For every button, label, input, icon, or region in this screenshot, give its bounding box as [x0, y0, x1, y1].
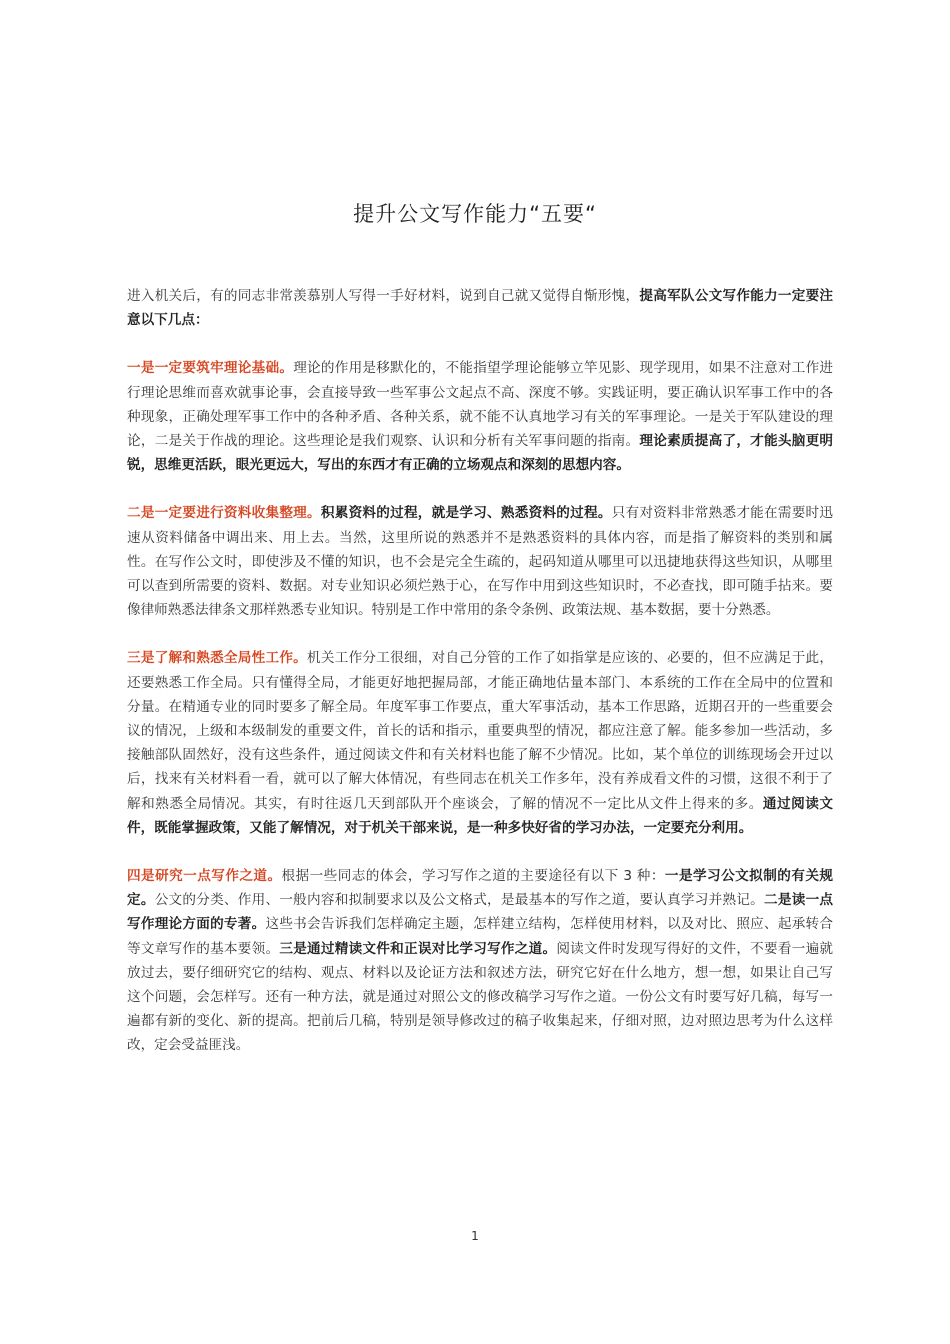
text-segment: 理论的作用是移默化的，不能指望学理论能够立竿见影、现学现用，如果不注意对工作进行理论思维而喜欢就事论事，会直接导致一些军事公文起点不高、深度不够。实践证明，要正确认识军事工作中的各种现象，正确处理军事工作中的各种矛盾、各种关系，就不能不认真地学习有关的军事理论。一是关于军队建设的理论，二是关于作战的理论。这些理论是我们观察、认识和分析有关军事问题的指南。 — [127, 360, 834, 450]
bold-text-segment: 积累资料的过程，就是学习、熟悉资料的过程。 — [320, 505, 612, 522]
section-heading: 一是一定要筑牢理论基础。 — [127, 360, 294, 377]
paragraph-section-3 — [127, 646, 833, 840]
document-title: 提升公文写作能力“五要“ — [353, 202, 597, 226]
bold-text-segment: 理论素质提高了，才能头脑更明锐，思维更活跃，眼光更远大，写出的东西才有正确的立场观点和深刻的思想内容。 — [127, 433, 834, 474]
bold-text-segment: 三是通过精读文件和正误对比学习写作之道。 — [279, 940, 557, 957]
text-segment: 这些书会告诉我们怎样确定主题，怎样建立结构，怎样使用材料，以及对比、照应、起承转合等文章写作的基本要领。 — [127, 916, 834, 957]
section-heading: 三是了解和熟悉全局性工作。 — [127, 650, 308, 667]
section-heading: 二是一定要进行资料收集整理。 — [127, 505, 321, 522]
text-segment: 阅读文件时发现写得好的文件，不要看一遍就放过去，要仔细研究它的结构、观点、材料以及论证方法和叙述方法，研究它好在什么地方，想一想，如果让自己写这个问题，会怎样写。还有一种方法，就是通过对照公文的修改稿学习写作之道。一份公文有时要写好几稿，每写一遍都有新的变化、新的提高。把前后几稿，特别是领导修改过的稿子收集起来，仔细对照，边对照边思考为什么这样改，定会受益匪浅。 — [127, 940, 834, 1054]
text-segment: 只有对资料非常熟悉才能在需要时迅速从资料储备中调出来、用上去。当然，这里所说的熟悉并不是熟悉资料的具体内容，而是指了解资料的类别和属性。在写作公文时，即使涉及不懂的知识，也不会是完全生疏的，起码知道从哪里可以迅捷地获得这些知识，从哪里可以查到所需要的资料、数据。对专业知识必须烂熟于心，在写作中用到这些知识时，不必查找，即可随手拈来。要像律师熟悉法律条文那样熟悉专业知识。特别是工作中常用的条令条例、政策法规、基本数据，要十分熟悉。 — [127, 505, 834, 619]
bold-text-segment: 通过阅读文件，既能掌握政策，又能了解情况，对于机关干部来说，是一种多快好省的学习办法，一定要充分利用。 — [127, 795, 834, 836]
paragraph-section-4 — [127, 864, 833, 1058]
paragraph-intro — [127, 284, 833, 332]
paragraph-section-2 — [127, 501, 833, 622]
page-number: 1 — [471, 1229, 479, 1243]
text-segment: 机关工作分工很细，对自己分管的工作了如指掌是应该的、必要的，但不应满足于此，还要熟悉工作全局。只有懂得全局，才能更好地把握局部，才能正确地估量本部门、本系统的工作在全局中的位置和分量。在精通专业的同时要多了解全局。年度军事工作要点，重大军事活动，基本工作思路，近期召开的一些重要会议的情况，上级和本级制发的重要文件，首长的话和指示，重要典型的情况，都应注意了解。能多参加一些活动，多接触部队固然好，没有这些条件，通过阅读文件和有关材料也能了解不少情况。比如，某个单位的训练现场会开过以后，找来有关材料看一看，就可以了解大体情况，有些同志在机关工作多年，没有养成看文件的习惯，这很不利于了解和熟悉全局情况。其实，有时往返几天到部队开个座谈会，了解的情况不一定比从文件上得来的多。 — [127, 650, 834, 812]
bold-text-segment: 一是学习公文拟制的有关规定。 — [127, 868, 834, 909]
paragraph-section-1 — [127, 356, 833, 477]
bold-text-segment: 二是读一点写作理论方面的专著。 — [127, 892, 834, 933]
text-segment: 根据一些同志的体会，学习写作之道的主要途径有以下 3 种： — [281, 868, 665, 885]
text-segment: 公文的分类、作用、一般内容和拟制要求以及公文格式，是最基本的写作之道，要认真学习并熟记。 — [154, 892, 765, 909]
text-segment: 进入机关后，有的同志非常羡慕别人写得一手好材料，说到自己就又觉得自惭形愧， — [127, 288, 640, 304]
document-body — [127, 284, 833, 1058]
section-heading: 四是研究一点写作之道。 — [127, 868, 282, 885]
bold-text-segment: 提高军队公文写作能力一定要注意以下几点： — [127, 288, 834, 329]
